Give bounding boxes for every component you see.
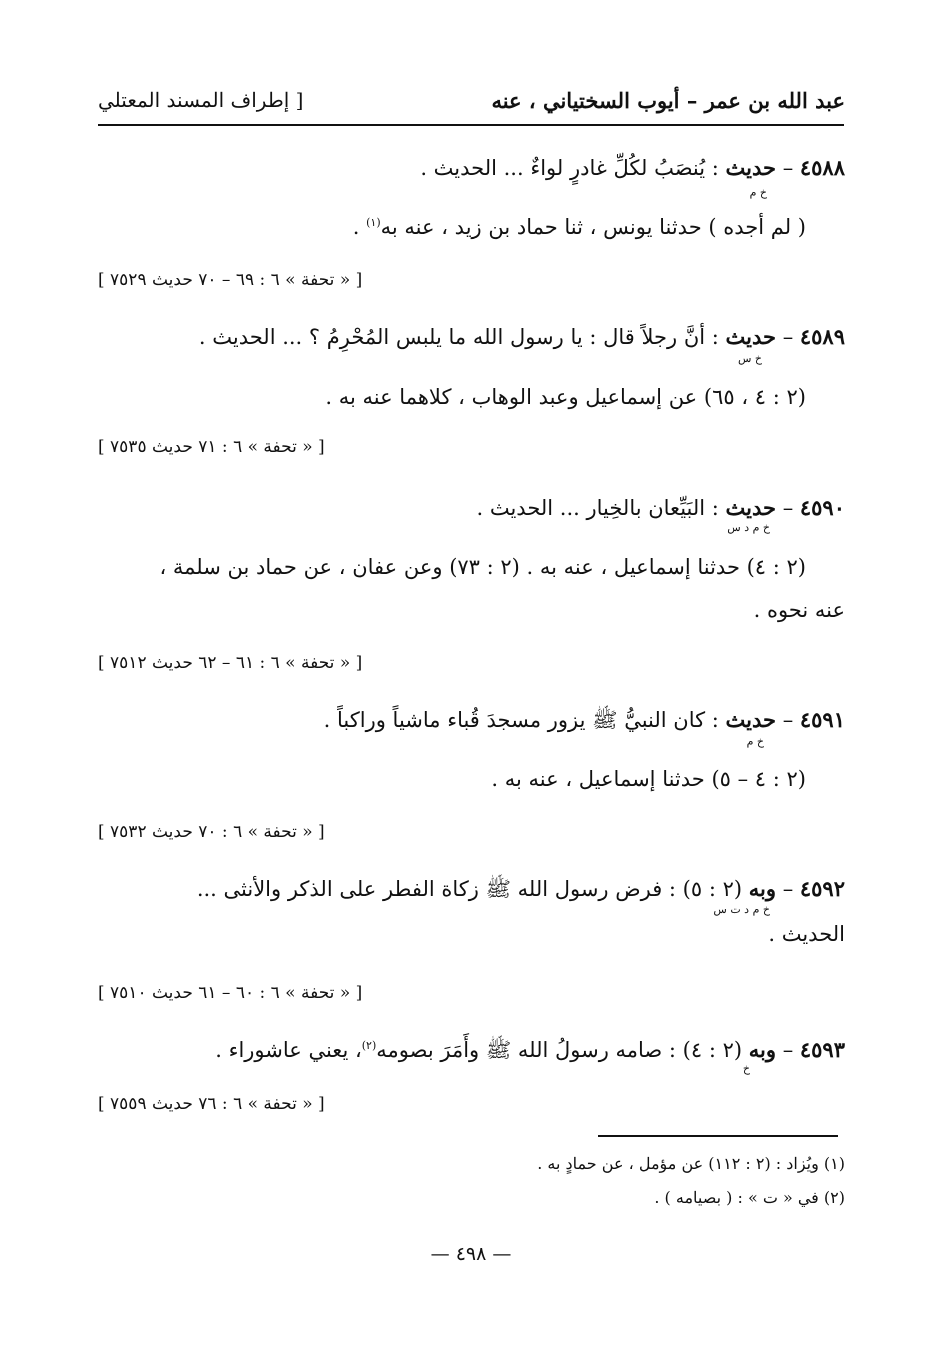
entry-keyword: وبه — [748, 876, 777, 901]
entry-4592-detail: الحديث . — [768, 922, 845, 946]
entry-detail: ( لم أجده ) حدثنا يونس ، ثنا حماد بن زيد ، عنه به — [380, 215, 806, 239]
entry-text: : البَيِّعان بالخِيار ... الحديث . — [476, 496, 726, 520]
entry-number: ٤٥٩٠ — [799, 495, 845, 520]
entry-4592-source: [ « تحفة » ٦ : ٦٠ – ٦١ حديث ٧٥١٠ ] — [98, 983, 363, 1003]
entry-text: (٢ : ٥) : فرض رسول الله ﷺ زكاة الفطر على الذكر والأنثى ... — [196, 877, 749, 901]
entry-number: ٤٥٩١ — [799, 707, 845, 732]
entry-text: : أنَّ رجلاً قال : يا رسول الله ما يلبس المُحْرِمُ ؟ ... الحديث . — [198, 325, 726, 349]
header-rule — [98, 124, 844, 126]
footnote-2: (٢) في « ت » : ( بصيامه ) . — [654, 1188, 845, 1207]
page-number: — ٤٩٨ — — [430, 1243, 512, 1265]
entry-codes: خ — [742, 1062, 750, 1075]
entry-number: ٤٥٨٨ — [799, 155, 845, 180]
entry-4589-detail: (٢ : ٤ ، ٦٥) عن إسماعيل وعبد الوهاب ، كلاهما عنه به . — [325, 385, 806, 409]
entry-4590-source: [ « تحفة » ٦ : ٦١ – ٦٢ حديث ٧٥١٢ ] — [98, 653, 363, 673]
entry-codes: خ م — [749, 186, 767, 199]
entry-number: ٤٥٩٣ — [799, 1037, 845, 1062]
entry-4590: ٤٥٩٠ – حديث : البَيِّعان بالخِيار ... الحديث . — [476, 495, 845, 520]
footnote-1: (١) ويُزاد : (٢ : ١١٢) عن مؤمل ، عن حمادٍ به . — [537, 1154, 845, 1173]
entry-4588-source: [ « تحفة » ٦ : ٦٩ – ٧٠ حديث ٧٥٢٩ ] — [98, 270, 363, 290]
entry-4590-detail-cont: عنه نحوه . — [753, 598, 845, 622]
entry-keyword: حديث — [725, 707, 777, 732]
entry-4591-detail: (٢ : ٤ – ٥) حدثنا إسماعيل ، عنه به . — [491, 767, 806, 791]
running-header-title: عبد الله بن عمر – أيوب السختياني ، عنه — [491, 88, 845, 113]
entry-keyword: حديث — [725, 155, 777, 180]
entry-keyword: وبه — [748, 1037, 777, 1062]
entry-text: : كان النبيُّ ﷺ يزور مسجدَ قُباء ماشياً وراكباً . — [323, 708, 726, 732]
entry-4593: ٤٥٩٣ – وبه (٢ : ٤) : صامه رسولُ الله ﷺ وأَمَرَ بصومه$^{(٢)}$، يعني عاشوراء . — [215, 1037, 845, 1062]
entry-4588: ٤٥٨٨ – حديث : يُنصَبُ لكُلِّ غادرٍ لواءٌ ... الحديث . — [420, 155, 845, 180]
entry-number: ٤٥٨٩ — [799, 324, 845, 349]
entry-text: (٢ : ٤) : صامه رسولُ الله ﷺ وأَمَرَ بصومه — [376, 1038, 749, 1062]
entry-4589: ٤٥٨٩ – حديث : أنَّ رجلاً قال : يا رسول الله ما يلبس المُحْرِمُ ؟ ... الحديث . — [198, 324, 845, 349]
entry-codes: خ م د س — [727, 521, 770, 534]
footnote-rule — [598, 1135, 838, 1137]
entry-4588-detail — [353, 215, 806, 239]
footnote-ref: (١) — [366, 216, 381, 229]
entry-4589-source: [ « تحفة » ٦ : ٧١ حديث ٧٥٣٥ ] — [98, 437, 325, 457]
entry-4592: ٤٥٩٢ – وبه (٢ : ٥) : فرض رسول الله ﷺ زكاة الفطر على الذكر والأنثى ... — [196, 876, 845, 901]
entry-codes: خ م — [746, 735, 764, 748]
entry-keyword: حديث — [725, 495, 777, 520]
entry-number: ٤٥٩٢ — [799, 876, 845, 901]
entry-keyword: حديث — [725, 324, 777, 349]
entry-4593-source: [ « تحفة » ٦ : ٧٦ حديث ٧٥٥٩ ] — [98, 1094, 325, 1114]
entry-detail-end: . — [352, 215, 367, 239]
entry-4590-detail: (٢ : ٤) حدثنا إسماعيل ، عنه به . (٢ : ٧٣) وعن عفان ، عن حماد بن سلمة ، — [159, 555, 806, 579]
entry-codes: خ م د ت س — [713, 903, 770, 916]
entry-text: : يُنصَبُ لكُلِّ غادرٍ لواءٌ ... الحديث . — [420, 156, 726, 180]
footnote-ref: (٢) — [361, 1039, 377, 1052]
entry-text-end: ، يعني عاشوراء . — [215, 1038, 362, 1062]
entry-4591-source: [ « تحفة » ٦ : ٧٠ حديث ٧٥٣٢ ] — [98, 822, 325, 842]
entry-4591: ٤٥٩١ – حديث : كان النبيُّ ﷺ يزور مسجدَ قُباء ماشياً وراكباً . — [323, 707, 845, 732]
running-header-book: [ إطراف المسند المعتلي — [98, 88, 304, 112]
entry-codes: خ س — [737, 352, 762, 365]
